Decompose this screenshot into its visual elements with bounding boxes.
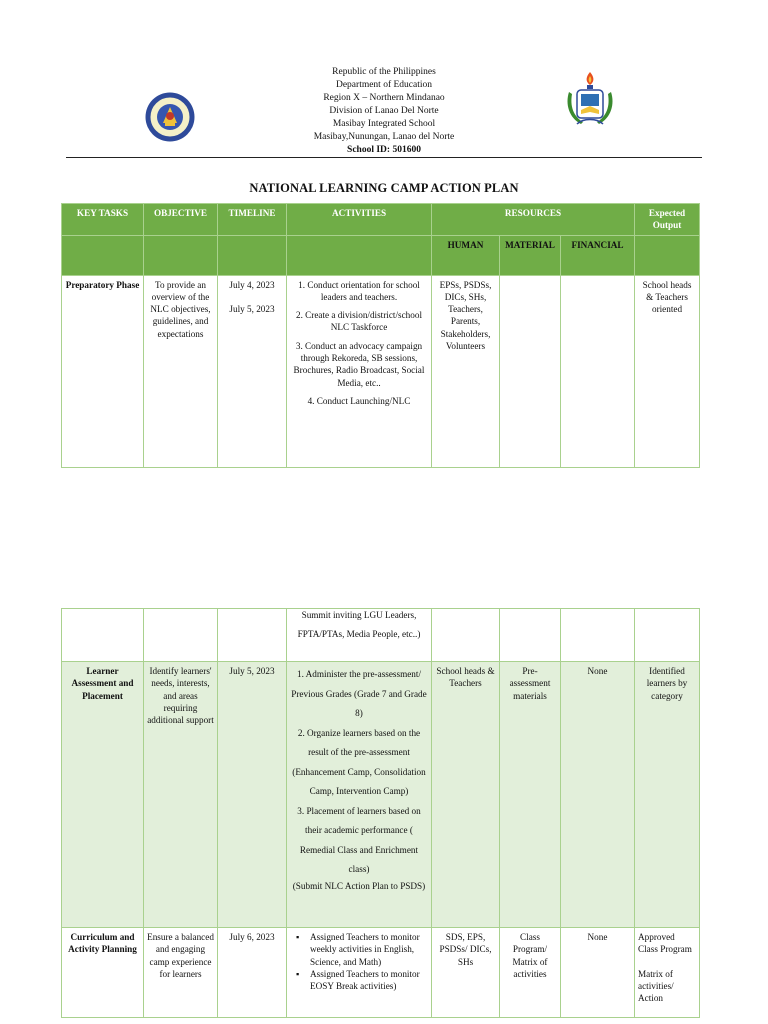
activity-item: 1. Conduct orientation for school leaders and teachers. [298,279,420,302]
task-cell: Learner Assessment and Placement [62,662,144,928]
task-cell: Curriculum and Activity Planning [62,928,144,1018]
col-material: MATERIAL [500,235,561,275]
col-financial: FINANCIAL [561,235,635,275]
material-cell [500,275,561,467]
table-row [62,928,700,1018]
activity-item: 3. Conduct an advocacy campaign through Rekoreda, SB sessions, Brochures, Radio Broadcast, Social Media, etc.. [293,340,425,388]
output-cell: School heads & Teachers oriented [635,275,700,467]
material-cell: Pre-assessment materials [500,662,561,928]
col-timeline: TIMELINE [218,204,287,236]
col-resources: RESOURCES [432,204,635,236]
table-row [62,275,700,467]
human-cell: SDS, EPS, PSDSs/ DICs, SHs [432,928,500,1018]
timeline-cell: July 5, 2023 [218,662,287,928]
financial-cell [561,275,635,467]
col-activities: ACTIVITIES [287,204,432,236]
output-cell: Identified learners by category [635,662,700,928]
activity-item: 4. Conduct Launching/NLC [307,395,411,406]
objective-cell: Ensure a balanced and engaging camp experience for learners [144,928,218,1018]
table-subheader-row [62,235,700,275]
activity-item: 2. Create a division/district/school NLC Taskforce [295,310,423,333]
action-plan-table-part-2 [61,608,700,1018]
table-row [62,609,700,662]
timeline-cell: July 4, 2023 July 5, 2023 [218,275,287,467]
human-cell: School heads & Teachers [432,662,500,928]
col-human: HUMAN [432,235,500,275]
header-line-3: Region X – Northern Mindanao [323,93,445,103]
output-cell: Approved Class Program Matrix of activities/ Action [635,928,700,1018]
header-line-4: Division of Lanao Del Norte [329,106,439,116]
table-row [62,662,700,928]
activities-cell [287,662,432,928]
activity-item: 3. Placement of learners based on their academic performance ( Remedial Class and Enrichment class) [297,805,421,874]
header-line-1: Republic of the Philippines [332,67,436,77]
table-header-row [62,204,700,236]
task-cell: Preparatory Phase [62,275,144,467]
col-expected-output: Expected Output [635,204,700,236]
activities-cell [287,928,432,1018]
activity-item: (Submit NLC Action Plan to PSDS) [292,880,426,891]
col-objective: OBJECTIVE [144,204,218,236]
financial-cell: None [561,662,635,928]
activity-item: 2. Organize learners based on the result of the pre-assessment (Enhancement Camp, Consolidation Camp, Intervention Camp) [292,727,426,796]
header-line-2: Department of Education [335,80,433,90]
human-cell: EPSs, PSDSs, DICs, SHs, Teachers, Parents, Stakeholders, Volunteers [432,275,500,467]
activity-item: ▪ Assigned Teachers to monitor EOSY Break activities) [290,968,428,993]
action-plan-table-part-1 [61,203,700,468]
header-divider [66,157,702,158]
objective-cell: Identify learners' needs, interests, and areas requiring additional support [144,662,218,928]
activity-item: 1. Administer the pre-assessment/ Previous Grades (Grade 7 and Grade 8) [291,669,427,718]
school-id: School ID: 501600 [347,145,421,155]
material-cell: Class Program/ Matrix of activities [500,928,561,1018]
letterhead [270,66,498,157]
activities-cell: Summit inviting LGU Leaders, FPTA/PTAs, Media People, etc..) [287,609,432,662]
header-line-6: Masibay,Nunungan, Lanao del Norte [313,132,455,142]
timeline-cell: July 6, 2023 [218,928,287,1018]
objective-cell: To provide an overview of the NLC objectives, guidelines, and expectations [144,275,218,467]
activity-item: ▪ Assigned Teachers to monitor weekly activities in English, Science, and Math) [290,931,428,968]
deped-seal-logo [141,91,199,143]
header-line-5: Masibay Integrated School [332,119,436,129]
division-logo [559,66,621,146]
document-title: NATIONAL LEARNING CAMP ACTION PLAN [249,181,519,195]
col-key-tasks: KEY TASKS [62,204,144,236]
financial-cell: None [561,928,635,1018]
activities-cell [287,275,432,467]
